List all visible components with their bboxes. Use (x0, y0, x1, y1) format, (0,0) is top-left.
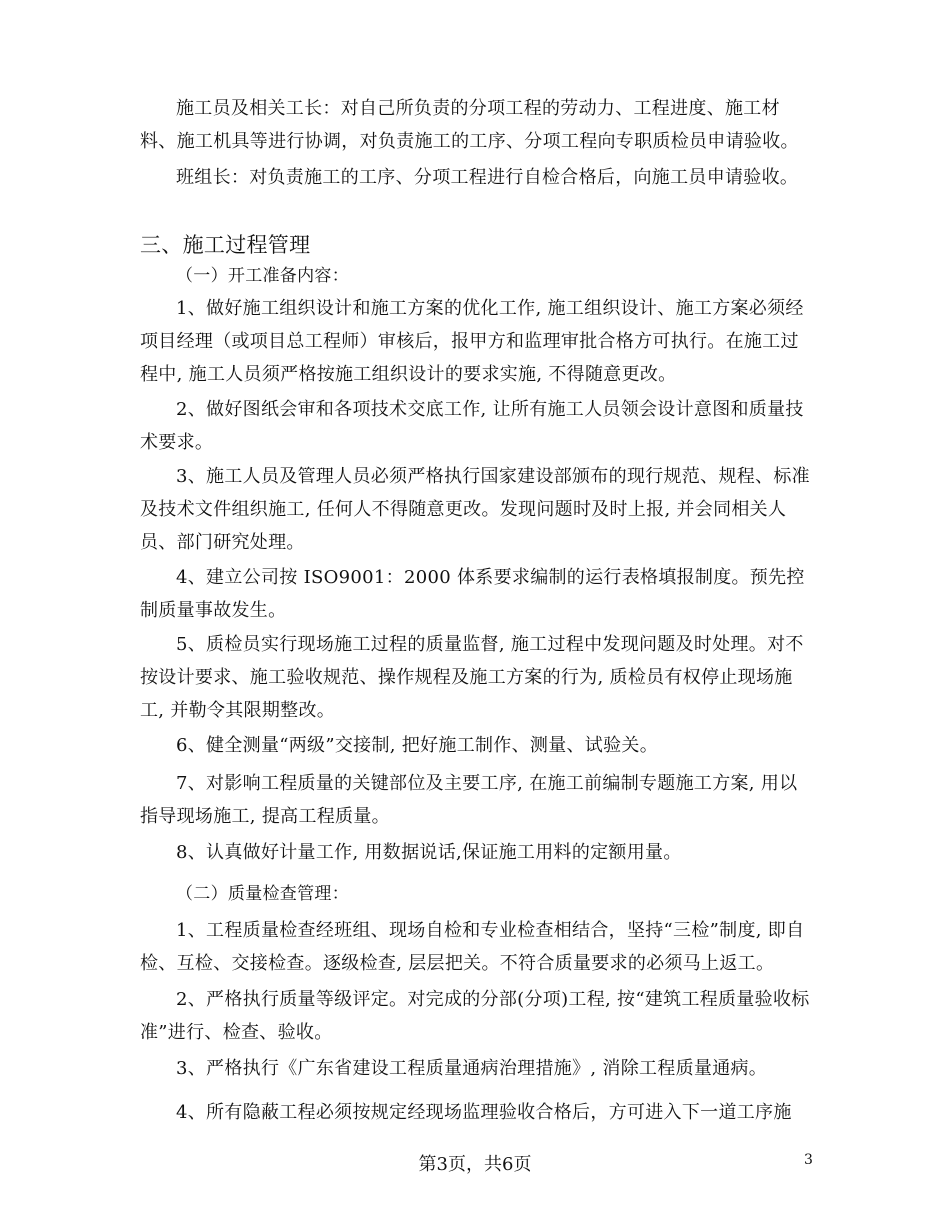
list-item: 5、质检员实行现场施工过程的质量监督, 施工过程中发现问题及时处理。对不按设计要求、施工验收规范、操作规程及施工方案的行为, 质检员有权停止现场施工, 并勒令其限期整改。 (140, 634, 804, 721)
list-item: 7、对影响工程质量的关键部位及主要工序, 在施工前编制专题施工方案, 用以指导现场施工, 提高工程质量。 (140, 773, 798, 827)
list-item: 8、认真做好计量工作, 用数据说话,保证施工用料的定额用量。 (176, 842, 682, 863)
paragraph-team-leader: 班组长：对负责施工的工序、分项工程进行自检合格后，向施工员申请验收。 (176, 167, 799, 188)
page-number: 3 (804, 1152, 813, 1168)
list-item: 3、严格执行《广东省建设工程质量通病治理措施》, 消除工程质量通病。 (176, 1058, 768, 1079)
page-footer: 第3页，共6页 (418, 1154, 532, 1175)
subsection-title-preparation: （一）开工准备内容： (176, 266, 349, 286)
subsection-title-inspection: （二）质量检查管理： (176, 884, 349, 904)
list-item: 1、做好施工组织设计和施工方案的优化工作, 施工组织设计、施工方案必须经项目经理（或项目总工程师）审核后，报甲方和监理审批合格方可执行。在施工过程中, 施工人员须严格按施工组织设计的要求实施, 不得随意更改。 (140, 298, 804, 385)
list-item: 1、工程质量检查经班组、现场自检和专业检查相结合，坚持“三检”制度, 即自检、互检、交接检查。逐级检查, 层层把关。不符合质量要求的必须马上返工。 (140, 920, 805, 974)
list-item: 2、严格执行质量等级评定。对完成的分部(分项)工程, 按“建筑工程质量验收标准”进行、检查、验收。 (140, 989, 810, 1043)
list-item: 3、施工人员及管理人员必须严格执行国家建设部颁布的现行规范、规程、标准及技术文件组织施工, 任何人不得随意更改。发现问题时及时上报, 并会同相关人员、部门研究处理。 (140, 466, 810, 553)
list-item: 6、健全测量“两级”交接制, 把好施工制作、测量、试验关。 (176, 735, 658, 756)
list-item: 2、做好图纸会审和各项技术交底工作, 让所有施工人员领会设计意图和质量技术要求。 (140, 399, 804, 453)
list-item: 4、所有隐蔽工程必须按规定经现场监理验收合格后，方可进入下一道工序施 (176, 1102, 792, 1123)
paragraph-construction-staff: 施工员及相关工长：对自己所负责的分项工程的劳动力、工程进度、施工材料、施工机具等进行协调，对负责施工的工序、分项工程向专职质检员申请验收。 (140, 98, 799, 152)
list-item: 4、建立公司按 ISO9001：2000 体系要求编制的运行表格填报制度。预先控制质量事故发生。 (140, 567, 805, 621)
section-title: 三、施工过程管理 (140, 233, 311, 257)
